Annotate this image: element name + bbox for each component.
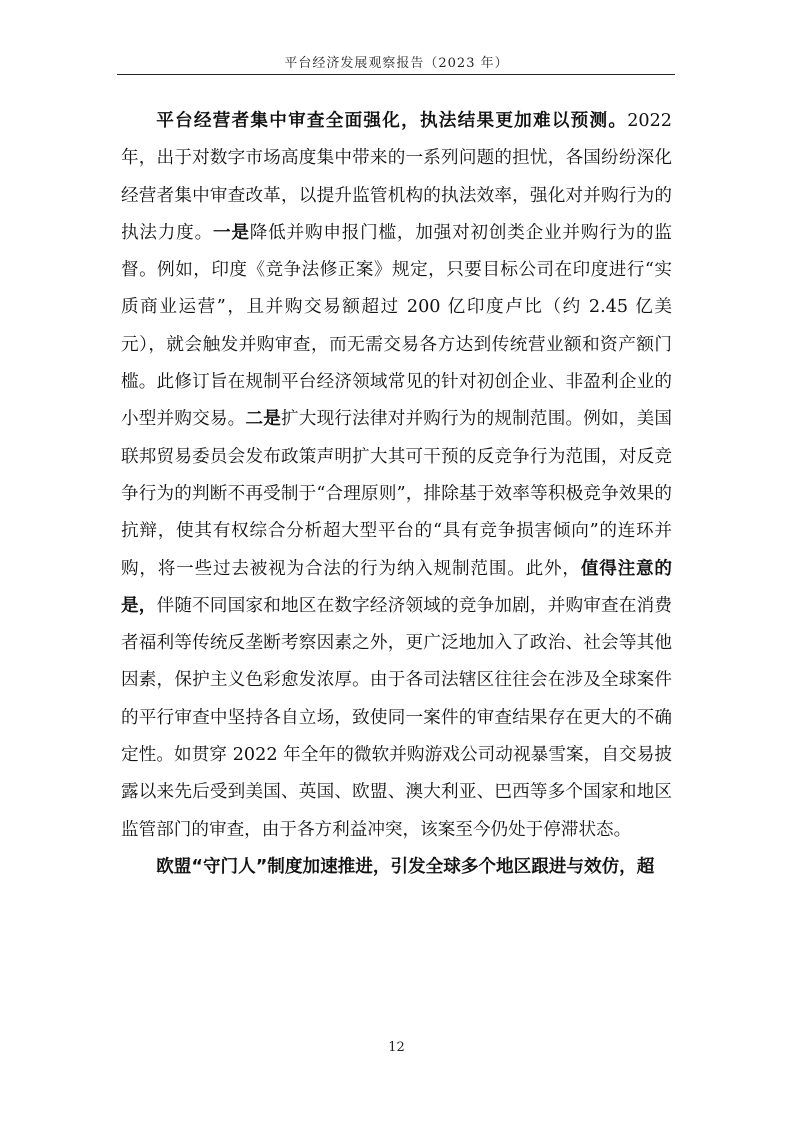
bold-run: 值得注意的是， (121, 558, 672, 616)
document-body (121, 103, 672, 886)
text-run: 2022 年，出于对数字市场高度集中带来的一系列问题的担忧，各国纷纷深化经营者集中审查改革，以提升监管机构的执法效率，强化对并购行为的执法力度。 (121, 111, 672, 243)
text-run: 扩大现行法律对并购行为的规制范围。例如，美国联邦贸易委员会发布政策声明扩大其可干预的反竞争行为范围，对反竞争行为的判断不再受制于“合理原则”，排除基于效率等积极竞争效果的抗辩，使其有权综合分析超大型平台的“具有竞争损害倾向”的连环并购，将一些过去被视为合法的行为纳入规制范围。此外， (121, 409, 672, 579)
bold-run: 平台经营者集中审查全面强化，执法结果更加难以预测。 (156, 111, 628, 131)
paragraph-merger-review (121, 103, 672, 849)
text-run: 降低并购申报门槛，加强对初创类企业并购行为的监督。例如，印度《竞争法修正案》规定，只要目标公司在印度进行“实质商业运营”，且并购交易额超过 200 亿印度卢比（约 2.45 亿美元），就会触发并购审查，而无需交易各方达到传统营业额和资产额门槛。此修订旨在规制平台经济领域常见的针对初创企业、非盈利企业的小型并购交易。 (121, 222, 672, 430)
bold-run: 二是 (245, 409, 282, 430)
bold-run: 欧盟“守门人”制度加速推进，引发全球多个地区跟进与效仿，超 (156, 856, 655, 877)
running-header: 平台经济发展观察报告（2023 年） (284, 56, 509, 71)
text-run: 伴随不同国家和地区在数字经济领域的竞争加剧，并购审查在消费者福利等传统反垄断考察因素之外，更广泛地加入了政治、社会等其他因素，保护主义色彩愈发浓厚。由于各司法辖区往往会在涉及全球案件的平行审查中坚持各自立场，致使同一案件的审查结果存在更大的不确定性。如贯穿 2022 年全年的微软并购游戏公司动视暴雪案，自交易披露以来先后受到美国、英国、欧盟、澳大利亚、巴西等多个国家和地区监管部门的审查，由于各方利益冲突，该案至今仍处于停滞状态。 (121, 595, 672, 840)
bold-run: 一是 (212, 222, 250, 243)
page-number: 12 (388, 1040, 405, 1055)
paragraph-gatekeeper (121, 849, 672, 886)
header-divider (117, 74, 675, 75)
